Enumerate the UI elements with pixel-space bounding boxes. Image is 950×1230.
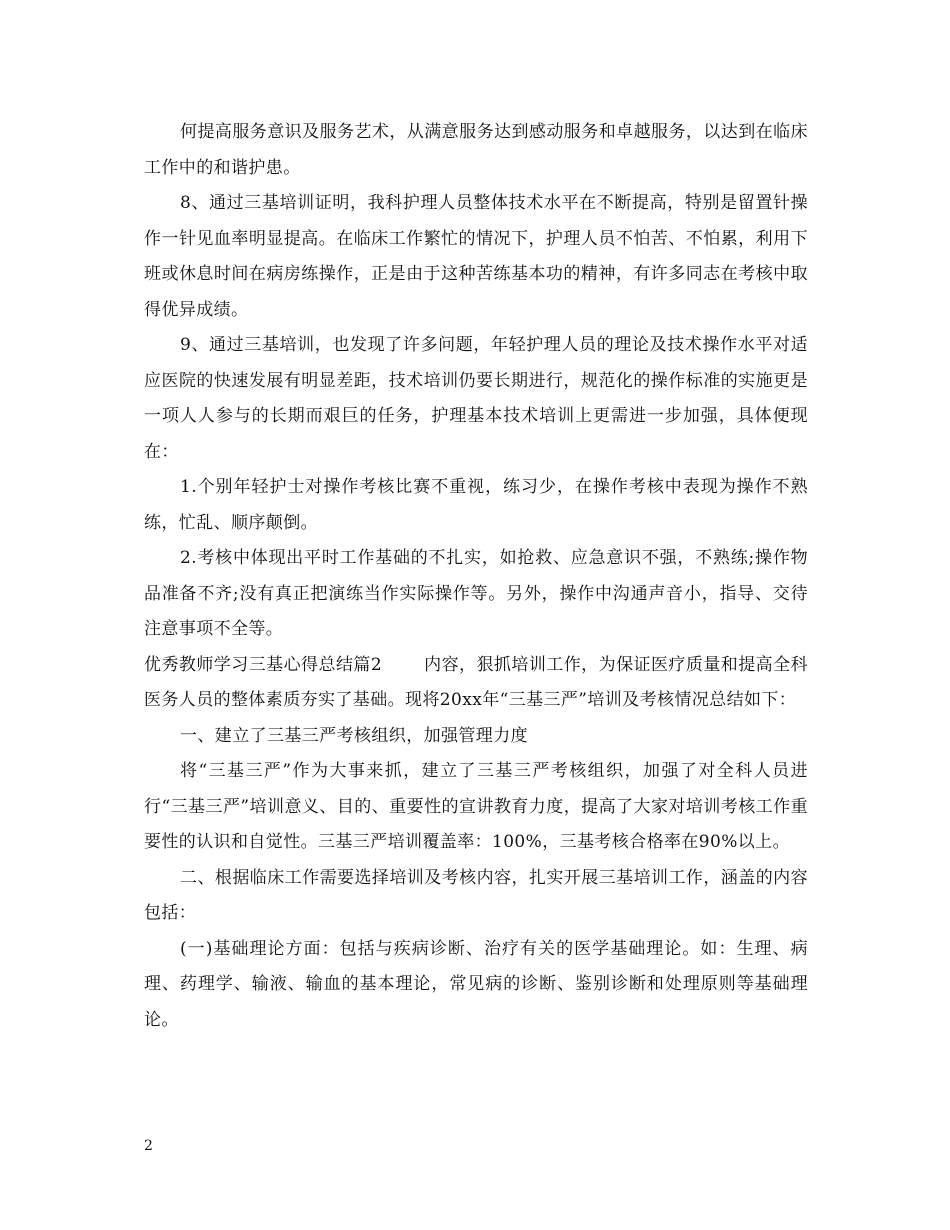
paragraph-subitem-2: 2.考核中体现出平时工作基础的不扎实，如抢救、应急意识不强，不熟练;操作物品准备不齐;没有真正把演练当作实际操作等。另外，操作中沟通声音小，指导、交待注意事项不全等。 [144, 548, 808, 639]
subheading-two: 二、根据临床工作需要选择培训及考核内容，扎实开展三基培训工作，涵盖的内容包括： [144, 867, 808, 923]
section-heading: 优秀教师学习三基心得总结篇2 [144, 654, 383, 675]
paragraph-continuation: 何提高服务意识及服务艺术，从满意服务达到感动服务和卓越服务，以达到在临床工作中的和谐护患。 [144, 122, 808, 178]
section-lead-text: 内容，狠抓培训工作，为保证医疗质量和提高全科医务人员的整体素质夯实了基础。现将20xx年“三基三严”培训及考核情况总结如下： [144, 654, 808, 710]
paragraph-item-8: 8、通过三基培训证明，我科护理人员整体技术水平在不断提高，特别是留置针操作一针见血率明显提高。在临床工作繁忙的情况下，护理人员不怕苦、不怕累，利用下班或休息时间在病房练操作，正是由于这种苦练基本功的精神，有许多同志在考核中取得优异成绩。 [144, 193, 808, 320]
paragraph-item-9: 9、通过三基培训，也发现了许多问题，年轻护理人员的理论及技术操作水平对适应医院的快速发展有明显差距，技术培训仍要长期进行，规范化的操作标准的实施更是一项人人参与的长期而艰巨的任务，护理基本技术培训上更需进一步加强，具体便现在： [144, 335, 808, 462]
paragraph-organization: 将“三基三严”作为大事来抓，建立了三基三严考核组织，加强了对全科人员进行“三基三严”培训意义、目的、重要性的宣讲教育力度，提高了大家对培训考核工作重要性的认识和自觉性。三基三严培训覆盖率：100%，三基考核合格率在90%以上。 [144, 761, 808, 852]
paragraph-subitem-1: 1.个别年轻护士对操作考核比赛不重视，练习少，在操作考核中表现为操作不熟练，忙乱、顺序颠倒。 [144, 477, 808, 533]
page-number: 2 [144, 1138, 153, 1154]
section-intro [144, 648, 808, 719]
document-body [144, 115, 808, 1038]
subheading-one: 一、建立了三基三严考核组织，加强管理力度 [180, 725, 528, 746]
paragraph-basic-theory: (一)基础理论方面：包括与疾病诊断、治疗有关的医学基础理论。如：生理、病理、药理学、输液、输血的基本理论，常见病的诊断、鉴别诊断和处理原则等基础理论。 [144, 938, 808, 1030]
